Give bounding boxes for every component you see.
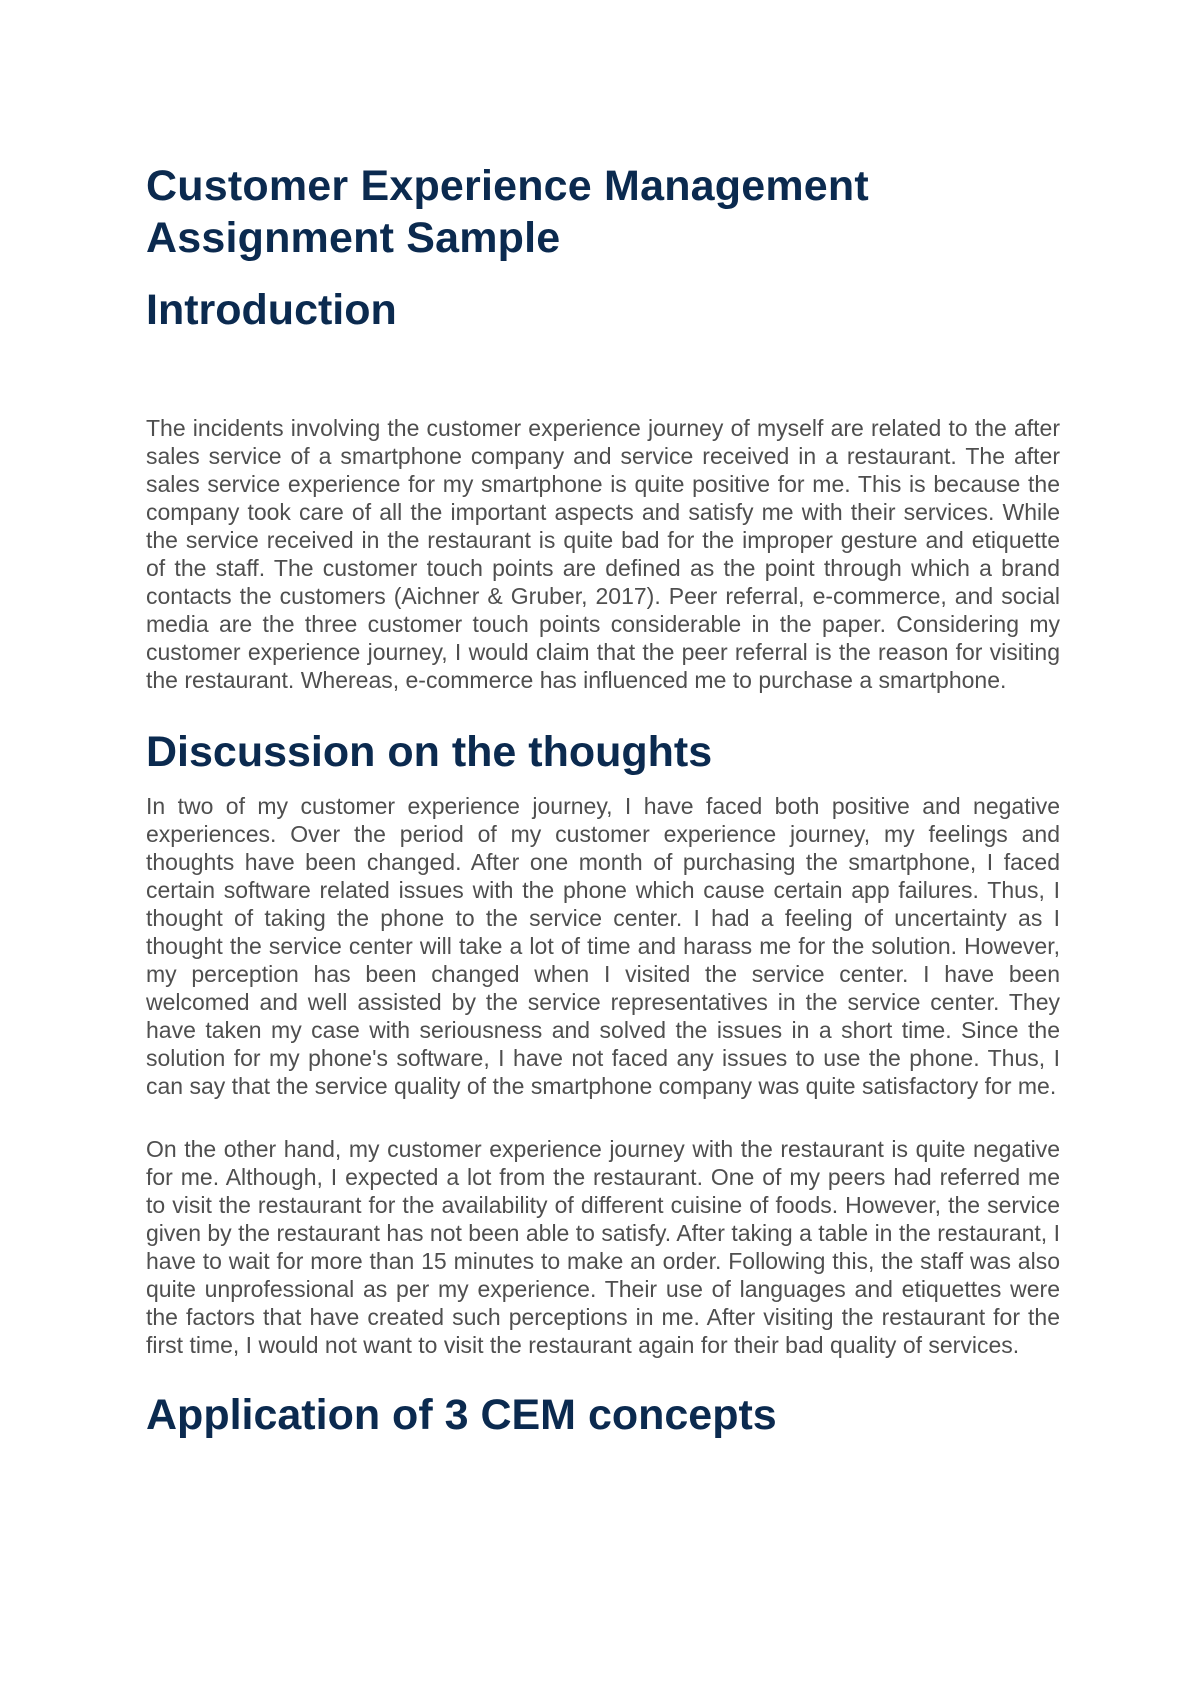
document-title: Customer Experience Management Assignment Sample — [146, 162, 869, 262]
section-heading-discussion: Discussion on the thoughts — [146, 728, 713, 776]
introduction-paragraph: The incidents involving the customer experience journey of myself are related to the after sales service of a smartphone company and service received in a restaurant. The after sales service experience for my smartphone is quite positive for me. This is because the company took care of all the important aspects and satisfy me with their services. While the service received in the restaurant is quite bad for the improper gesture and etiquette of the staff. The customer touch points are defined as the point through which a brand contacts the customers (Aichner & Gruber, 2017). Peer referral, e-commerce, and social media are the three customer touch points considerable in the paper. Considering my customer experience journey, I would claim that the peer referral is the reason for visiting the restaurant. Whereas, e-commerce has influenced me to purchase a smartphone. — [146, 415, 1060, 693]
section-heading-application: Application of 3 CEM concepts — [146, 1391, 777, 1439]
discussion-paragraph-1: In two of my customer experience journey, I have faced both positive and negative experiences. Over the period of my customer experience journey, my feelings and thoughts have been changed. After one month of purchasing the smartphone, I faced certain software related issues with the phone which cause certain app failures. Thus, I thought of taking the phone to the service center. I had a feeling of uncertainty as I thought the service center will take a lot of time and harass me for the solution. However, my perception has been changed when I visited the service center. I have been welcomed and well assisted by the service representatives in the service center. They have taken my case with seriousness and solved the issues in a short time. Since the solution for my phone's software, I have not faced any issues to use the phone. Thus, I can say that the service quality of the smartphone company was quite satisfactory for me. — [146, 793, 1060, 1099]
section-heading-introduction: Introduction — [146, 286, 397, 334]
discussion-paragraph-2: On the other hand, my customer experience journey with the restaurant is quite negative for me. Although, I expected a lot from the restaurant. One of my peers had referred me to visit the restaurant for the availability of different cuisine of foods. However, the service given by the restaurant has not been able to satisfy. After taking a table in the restaurant, I have to wait for more than 15 minutes to make an order. Following this, the staff was also quite unprofessional as per my experience. Their use of languages and etiquettes were the factors that have created such perceptions in me. After visiting the restaurant for the first time, I would not want to visit the restaurant again for their bad quality of services. — [146, 1136, 1060, 1358]
document-page — [146, 160, 1060, 1441]
